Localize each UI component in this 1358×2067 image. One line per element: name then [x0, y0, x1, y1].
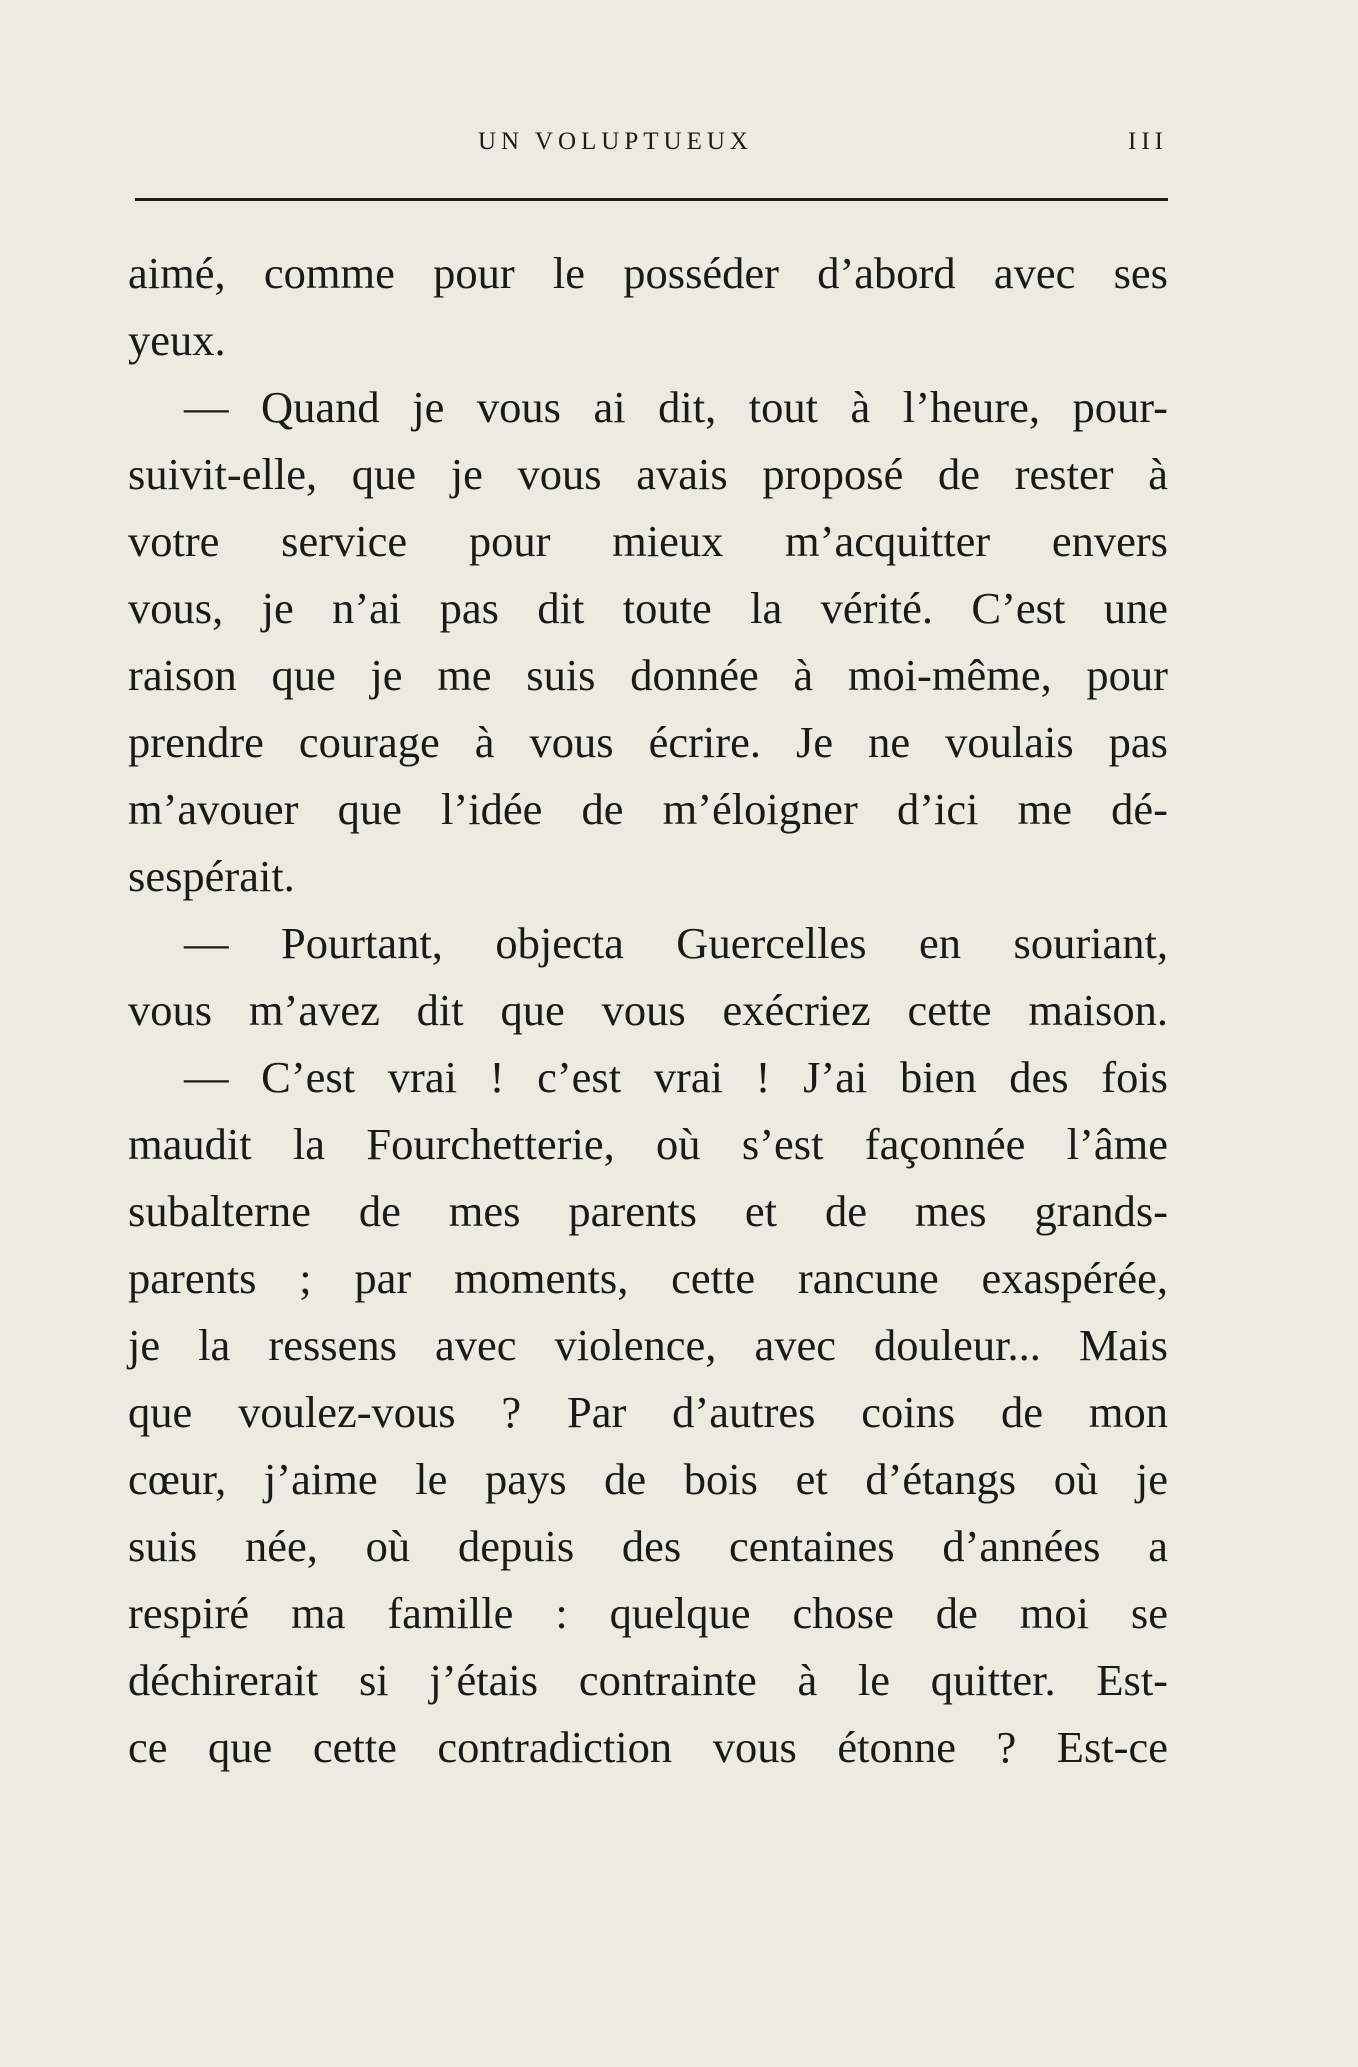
text-line: aimé, comme pour le posséder d’abord avec ses — [128, 248, 1168, 298]
text-line: votre service pour mieux m’acquitter envers — [128, 516, 1168, 566]
running-head — [128, 128, 1168, 168]
text-line: maudit la Fourchetterie, où s’est façonnée l’âme — [128, 1119, 1168, 1169]
body-text — [128, 240, 1168, 1781]
header-rule — [135, 198, 1168, 201]
text-line: ce que cette contradiction vous étonne ? Est-ce — [128, 1722, 1168, 1772]
text-line: cœur, j’aime le pays de bois et d’étangs où je — [128, 1454, 1168, 1504]
text-line: m’avouer que l’idée de m’éloigner d’ici me dé- — [128, 784, 1168, 834]
text-line: yeux. — [128, 315, 226, 365]
text-line: respiré ma famille : quelque chose de moi se — [128, 1588, 1168, 1638]
text-line: suivit-elle, que je vous avais proposé de rester à — [128, 449, 1168, 499]
text-line: vous m’avez dit que vous exécriez cette maison. — [128, 985, 1168, 1035]
text-line: — C’est vrai ! c’est vrai ! J’ai bien des fois — [184, 1052, 1168, 1102]
text-line: subalterne de mes parents et de mes grands- — [128, 1186, 1168, 1236]
text-line: déchirerait si j’étais contrainte à le quitter. Est- — [128, 1655, 1168, 1705]
text-line: — Quand je vous ai dit, tout à l’heure, pour- — [184, 382, 1168, 432]
text-line: sespérait. — [128, 851, 295, 901]
text-line: prendre courage à vous écrire. Je ne voulais pas — [128, 717, 1168, 767]
text-line: raison que je me suis donnée à moi-même, pour — [128, 650, 1168, 700]
text-line: vous, je n’ai pas dit toute la vérité. C’est une — [128, 583, 1168, 633]
running-title: UN VOLUPTUEUX — [478, 128, 753, 155]
page-number: III — [1128, 128, 1168, 155]
text-line: que voulez-vous ? Par d’autres coins de mon — [128, 1387, 1168, 1437]
text-line: — Pourtant, objecta Guercelles en souriant, — [184, 918, 1168, 968]
text-line: parents ; par moments, cette rancune exaspérée, — [128, 1253, 1168, 1303]
text-line: suis née, où depuis des centaines d’années a — [128, 1521, 1168, 1571]
text-line: je la ressens avec violence, avec douleur... Mais — [128, 1320, 1168, 1370]
